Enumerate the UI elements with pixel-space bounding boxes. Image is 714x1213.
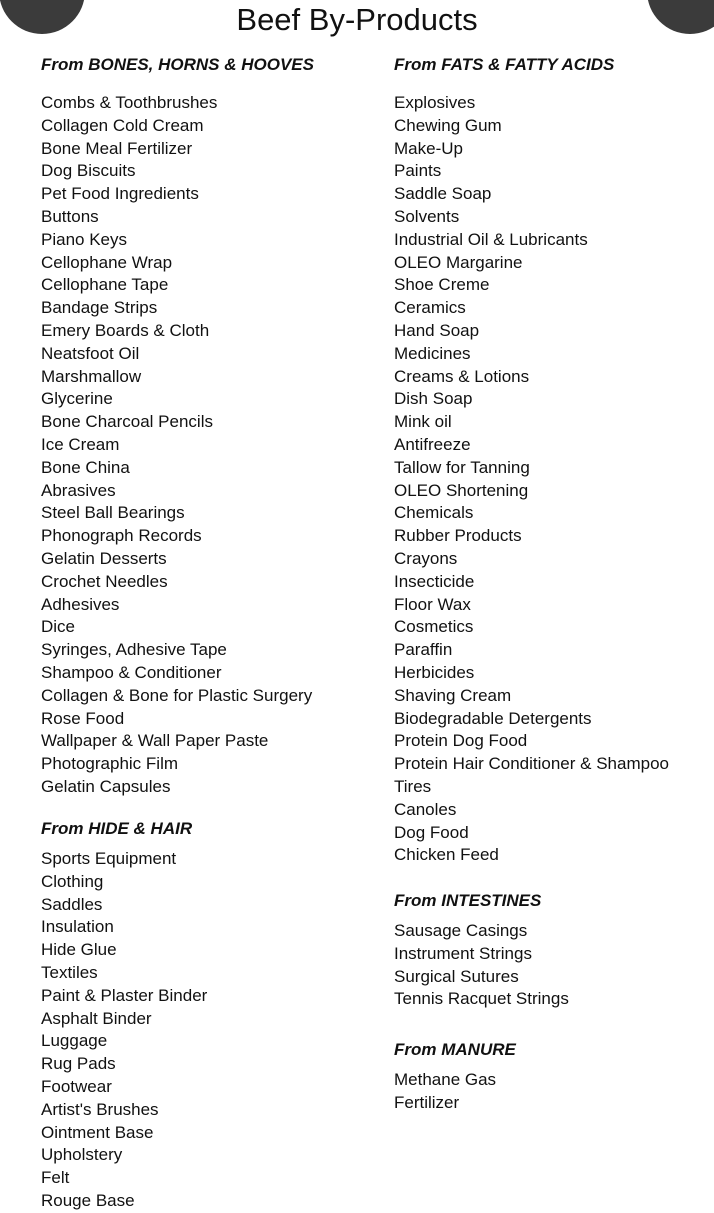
- list-item: Rose Food: [41, 708, 125, 728]
- list-item: Asphalt Binder: [41, 1008, 152, 1028]
- page-title: Beef By-Products: [236, 2, 478, 37]
- list-item: Collagen & Bone for Plastic Surgery: [41, 685, 313, 705]
- list-item: Saddle Soap: [394, 184, 492, 204]
- list-item: Canoles: [394, 799, 457, 819]
- list-item: Neatsfoot Oil: [41, 343, 140, 363]
- list-item: Sausage Casings: [394, 921, 528, 940]
- list-item: Ceramics: [394, 298, 466, 318]
- list-item: Mink oil: [394, 412, 452, 432]
- list-item: Wallpaper & Wall Paper Paste: [41, 731, 269, 751]
- list-item: Protein Hair Conditioner & Shampoo: [394, 754, 669, 774]
- list-item: Solvents: [394, 206, 460, 226]
- list-item: Paints: [394, 161, 442, 181]
- list-item: Sports Equipment: [41, 849, 177, 868]
- section-heading: From FATS & FATTY ACIDS: [394, 55, 615, 74]
- list-item: Instrument Strings: [394, 943, 532, 963]
- list-item: Saddles: [41, 894, 103, 914]
- list-item: Glycerine: [41, 389, 113, 409]
- list-item: Antifreeze: [394, 434, 471, 454]
- list-item: Chewing Gum: [394, 115, 502, 135]
- list-item: Insecticide: [394, 571, 475, 591]
- list-item: Insulation: [41, 917, 114, 937]
- list-item: Dice: [41, 617, 76, 637]
- section-hide-hair: [41, 818, 207, 1213]
- list-item: Herbicides: [394, 662, 475, 682]
- list-item: Tennis Racquet Strings: [394, 989, 569, 1009]
- list-item: Buttons: [41, 206, 99, 226]
- item-list: [394, 92, 669, 867]
- item-list: [394, 1069, 516, 1115]
- list-item: Paint & Plaster Binder: [41, 985, 208, 1005]
- list-item: Cellophane Tape: [41, 275, 169, 295]
- section-heading: From INTESTINES: [394, 891, 542, 910]
- list-item: Clothing: [41, 871, 104, 891]
- list-item: Floor Wax: [394, 594, 471, 614]
- list-item: Luggage: [41, 1031, 108, 1051]
- list-item: Upholstery: [41, 1145, 123, 1165]
- list-item: Shampoo & Conditioner: [41, 662, 222, 682]
- list-item: OLEO Margarine: [394, 252, 523, 272]
- list-item: Surgical Sutures: [394, 966, 519, 986]
- list-item: Dog Food: [394, 822, 469, 842]
- list-item: Chicken Feed: [394, 845, 499, 865]
- list-item: Dish Soap: [394, 389, 473, 409]
- section-heading: From HIDE & HAIR: [41, 819, 193, 838]
- list-item: Creams & Lotions: [394, 366, 530, 386]
- list-item: Shaving Cream: [394, 685, 512, 705]
- list-item: Combs & Toothbrushes: [41, 93, 218, 112]
- list-item: Explosives: [394, 93, 476, 112]
- list-item: Dog Biscuits: [41, 161, 136, 181]
- list-item: Footwear: [41, 1076, 112, 1096]
- list-item: Crayons: [394, 548, 458, 568]
- list-item: Methane Gas: [394, 1070, 497, 1089]
- list-item: Bone Charcoal Pencils: [41, 412, 213, 432]
- list-item: Rouge Base: [41, 1190, 135, 1210]
- section-heading: From MANURE: [394, 1040, 516, 1059]
- list-item: Collagen Cold Cream: [41, 115, 204, 135]
- list-item: Phonograph Records: [41, 526, 202, 546]
- list-item: Medicines: [394, 343, 471, 363]
- list-item: Piano Keys: [41, 229, 127, 249]
- list-item: Industrial Oil & Lubricants: [394, 229, 588, 249]
- list-item: Make-Up: [394, 138, 463, 158]
- list-item: Emery Boards & Cloth: [41, 320, 210, 340]
- list-item: Biodegradable Detergents: [394, 708, 592, 728]
- list-item: Ointment Base: [41, 1122, 154, 1142]
- list-item: Felt: [41, 1168, 70, 1188]
- list-item: Paraffin: [394, 640, 453, 660]
- list-item: Steel Ball Bearings: [41, 503, 185, 523]
- list-item: Hide Glue: [41, 940, 117, 960]
- list-item: Cosmetics: [394, 617, 474, 637]
- section-bones-horns-hooves: [41, 54, 314, 799]
- item-list: [41, 92, 314, 799]
- list-item: Tires: [394, 776, 432, 796]
- list-item: Artist's Brushes: [41, 1099, 159, 1119]
- list-item: Bone Meal Fertilizer: [41, 138, 193, 158]
- list-item: Crochet Needles: [41, 571, 168, 591]
- item-list: [394, 920, 569, 1011]
- list-item: Abrasives: [41, 480, 116, 500]
- list-item: Photographic Film: [41, 754, 179, 774]
- list-item: Textiles: [41, 962, 98, 982]
- list-item: Shoe Creme: [394, 275, 490, 295]
- list-item: OLEO Shortening: [394, 480, 529, 500]
- list-item: Fertilizer: [394, 1092, 460, 1112]
- list-item: Protein Dog Food: [394, 731, 528, 751]
- list-item: Gelatin Desserts: [41, 548, 167, 568]
- section-fats-fatty-acids: [394, 54, 669, 867]
- section-intestines: [394, 890, 569, 1011]
- section-heading: From BONES, HORNS & HOOVES: [41, 55, 314, 74]
- section-manure: [394, 1039, 516, 1115]
- list-item: Gelatin Capsules: [41, 776, 171, 796]
- list-item: Chemicals: [394, 503, 474, 523]
- list-item: Tallow for Tanning: [394, 457, 530, 477]
- item-list: [41, 848, 207, 1213]
- list-item: Bandage Strips: [41, 298, 158, 318]
- list-item: Marshmallow: [41, 366, 142, 386]
- list-item: Cellophane Wrap: [41, 252, 173, 272]
- list-item: Ice Cream: [41, 434, 120, 454]
- list-item: Hand Soap: [394, 320, 480, 340]
- list-item: Rubber Products: [394, 526, 522, 546]
- list-item: Syringes, Adhesive Tape: [41, 640, 227, 660]
- list-item: Bone China: [41, 457, 130, 477]
- list-item: Adhesives: [41, 594, 120, 614]
- list-item: Rug Pads: [41, 1054, 116, 1074]
- list-item: Pet Food Ingredients: [41, 184, 199, 204]
